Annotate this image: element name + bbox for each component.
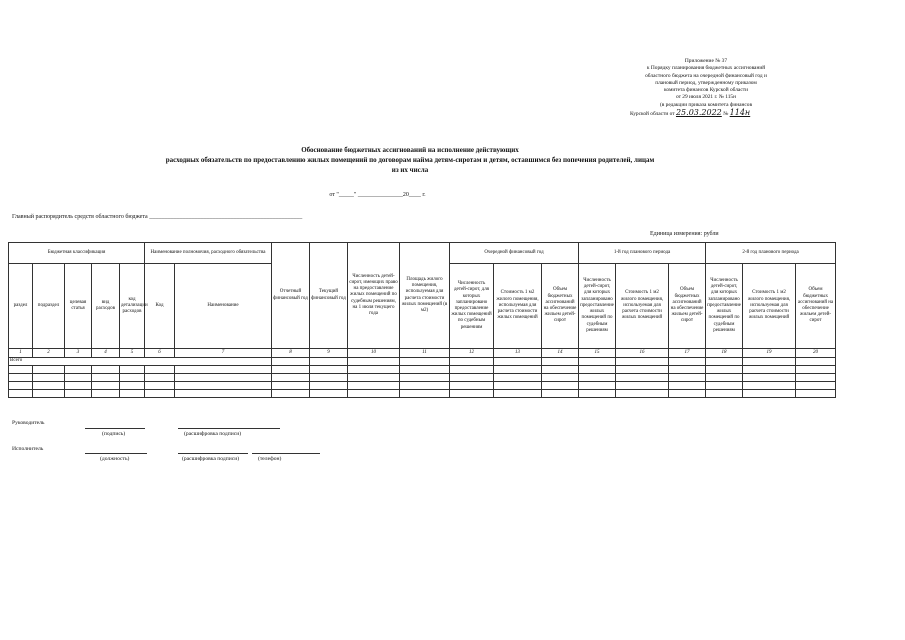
executor-phone-line bbox=[252, 453, 320, 454]
appendix-line: плановый период, утвержденному приказом bbox=[655, 79, 757, 86]
col-header: код детализации расходов bbox=[120, 264, 145, 349]
date-line: от "_____" _______________20____ г. bbox=[329, 192, 426, 198]
column-number-row bbox=[9, 349, 836, 358]
col-header: Стоимость 1 м2 жилого помещения, используемая для расчета стоимости жилых помещений bbox=[494, 264, 542, 349]
column-number: 13 bbox=[494, 349, 542, 358]
column-number: 3 bbox=[65, 349, 92, 358]
head-decode-caption: (расшифровка подписи) bbox=[184, 431, 242, 437]
col-header: раздел bbox=[9, 264, 33, 349]
column-number: 12 bbox=[450, 349, 494, 358]
column-number: 9 bbox=[310, 349, 348, 358]
appendix-line: (в редакции приказа комитета финансов bbox=[659, 101, 753, 108]
handwritten-date: 25.03.2022 bbox=[675, 108, 722, 118]
table-row bbox=[9, 390, 836, 398]
head-decode-line bbox=[178, 428, 280, 429]
document-title bbox=[60, 145, 760, 175]
group-classification: Бюджетная классификация bbox=[9, 243, 145, 264]
executor-phone-caption: (телефон) bbox=[258, 456, 282, 462]
column-number: 20 bbox=[796, 349, 836, 358]
column-number: 1 bbox=[9, 349, 33, 358]
executor-position-line bbox=[85, 453, 147, 454]
title-line: из их числа bbox=[391, 166, 429, 174]
appendix-line: комитета финансов Курской области bbox=[664, 87, 748, 94]
col-header: подраздел bbox=[33, 264, 65, 349]
column-number: 10 bbox=[348, 349, 400, 358]
column-number: 19 bbox=[743, 349, 796, 358]
col-header: вид расходов bbox=[92, 264, 120, 349]
head-sign-caption: (подпись) bbox=[102, 431, 126, 437]
units-label: Единица измерения: рубли bbox=[650, 231, 719, 237]
appendix-sign-prefix: Курской области bbox=[630, 111, 669, 118]
appendix-line: к Порядку планирования бюджетных ассигнований bbox=[646, 65, 766, 72]
col-header: Код bbox=[145, 264, 175, 349]
column-number: 18 bbox=[706, 349, 743, 358]
appendix-line: областного бюджета на очередной финансовый год и bbox=[645, 72, 767, 79]
col-header: Объем бюджетных ассигнований на обеспечение жильем детей-сирот bbox=[796, 264, 836, 349]
appendix-line: Приложение № 37 bbox=[684, 58, 728, 64]
head-signature-line bbox=[85, 428, 145, 429]
col-header: Наименование bbox=[175, 264, 272, 349]
executor-decode-caption: (расшифровка подписи) bbox=[182, 456, 240, 462]
group-obligation: Наименование полномочия, расходного обязательства bbox=[145, 243, 272, 264]
group-plan-year-2: 2-й год планового периода bbox=[706, 243, 836, 264]
total-label: Всего bbox=[9, 358, 272, 366]
col-header: Площадь жилого помещения, используемая для расчета стоимости жилых помещений (в м2) bbox=[400, 243, 450, 349]
appendix-sign-from: от bbox=[669, 111, 675, 118]
column-number: 6 bbox=[145, 349, 175, 358]
col-header: Стоимость 1 м2 жилого помещения, используемая для расчета стоимости жилых помещений bbox=[743, 264, 796, 349]
appendix-sign-no-label: № bbox=[723, 111, 729, 118]
column-number: 15 bbox=[579, 349, 616, 358]
executor-decode-line bbox=[178, 453, 248, 454]
handwritten-number: 114н bbox=[729, 108, 751, 118]
column-number: 7 bbox=[175, 349, 272, 358]
column-number: 14 bbox=[542, 349, 579, 358]
col-header: Объем бюджетных ассигнований на обеспечение жильем детей-сирот bbox=[542, 264, 579, 349]
appendix-line: от 29 июля 2021 г. № 115н bbox=[675, 94, 737, 101]
col-header: Отчетный финансовый год bbox=[272, 243, 310, 349]
group-next-year: Очередной финансовый год bbox=[450, 243, 579, 264]
column-number: 16 bbox=[616, 349, 669, 358]
column-number: 11 bbox=[400, 349, 450, 358]
col-header: Стоимость 1 м2 жилого помещения, используемая для расчета стоимости жилых помещений bbox=[616, 264, 669, 349]
appendix-handwritten-line bbox=[612, 109, 800, 118]
title-line: Обоснование бюджетных ассигнований на исполнение действующих bbox=[301, 146, 519, 154]
col-header: Текущий финансовый год bbox=[310, 243, 348, 349]
table-row bbox=[9, 366, 836, 374]
col-header: целевая статья bbox=[65, 264, 92, 349]
column-number: 8 bbox=[272, 349, 310, 358]
table-row bbox=[9, 382, 836, 390]
column-number: 4 bbox=[92, 349, 120, 358]
col-header: Численность детей-сирот, для которых запланировано предоставление жилых помещений по судебным решениям bbox=[706, 264, 743, 349]
table-row bbox=[9, 374, 836, 382]
head-label: Руководитель bbox=[12, 420, 45, 426]
column-number: 5 bbox=[120, 349, 145, 358]
col-header: Численность детей-сирот, для которых запланировано предоставление жилых помещений по судебным решениям bbox=[450, 264, 494, 349]
column-number: 17 bbox=[669, 349, 706, 358]
col-header: Численность детей-сирот, для которых запланировано предоставление жилых помещений по судебным решениям bbox=[579, 264, 616, 349]
group-plan-year-1: 1-й год планового периода bbox=[579, 243, 706, 264]
table-header-row-1 bbox=[9, 243, 836, 264]
col-header: Численность детей-сирот, имеющих право на предоставление жилых помещений по судебным решениям, на 1 июля текущего года bbox=[348, 243, 400, 349]
title-line: расходных обязательств по предоставлению жилых помещений по договорам найма детям-сиротам и детям, оставшимся без попечения родителей, лицам bbox=[165, 156, 655, 164]
budget-manager-line: Главный распорядитель средств областного бюджета ___________________________________________________ bbox=[12, 214, 303, 220]
column-number: 2 bbox=[33, 349, 65, 358]
executor-position-caption: (должность) bbox=[100, 456, 130, 462]
appendix-block bbox=[612, 58, 800, 118]
table-total-row bbox=[9, 358, 836, 366]
col-header: Объем бюджетных ассигнований на обеспечение жильем детей-сирот bbox=[669, 264, 706, 349]
executor-label: Исполнитель bbox=[12, 446, 44, 452]
justification-table bbox=[8, 242, 836, 398]
